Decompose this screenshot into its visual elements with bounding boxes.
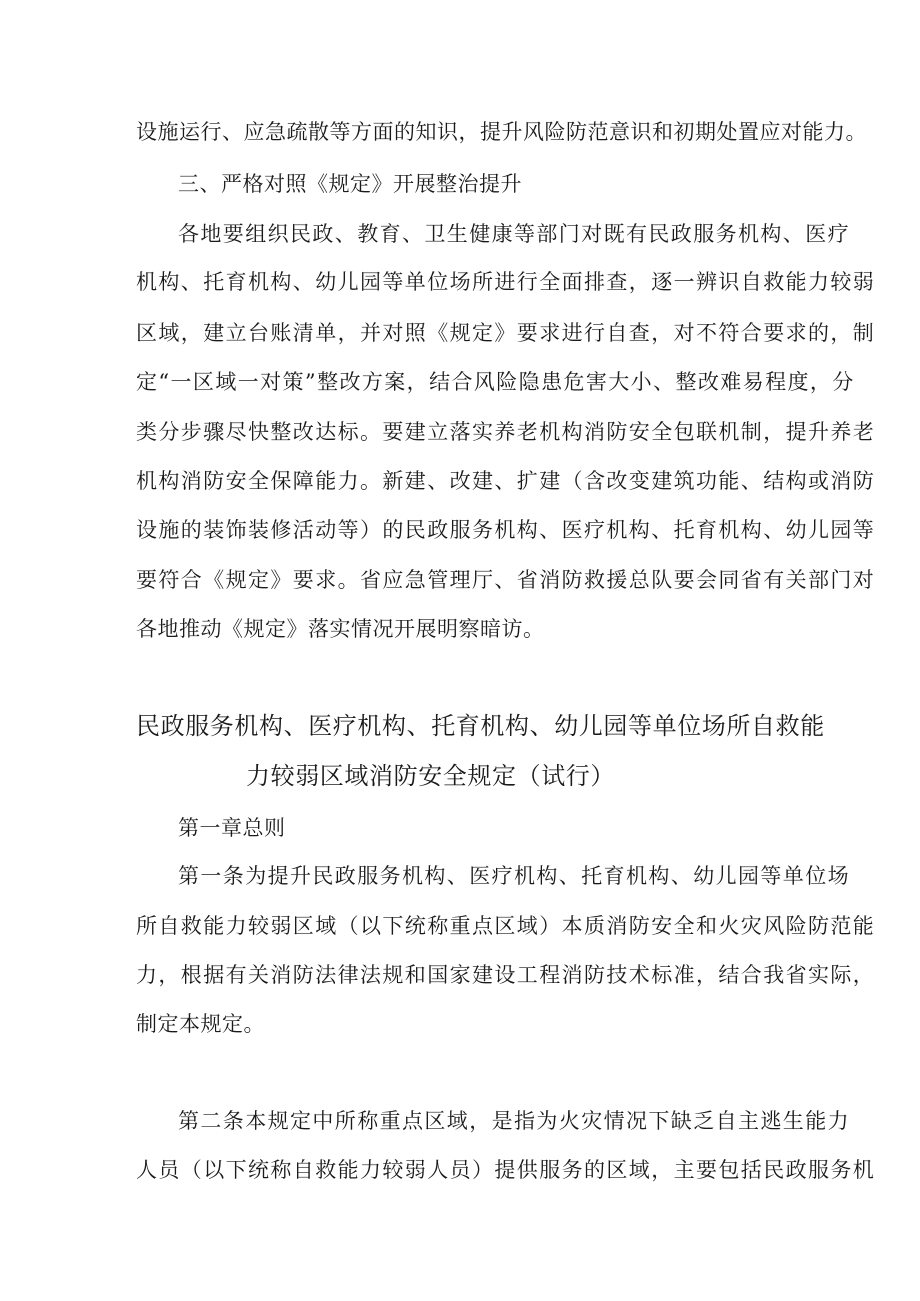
paragraph-line: 要符合《规定》要求。省应急管理厅、省消防救援总队要会同省有关部门对	[136, 568, 876, 592]
paragraph-line: 设施的装饰装修活动等）的民政服务机构、医疗机构、托育机构、幼儿园等	[136, 518, 876, 542]
section-heading: 三、严格对照《规定》开展整治提升	[178, 172, 522, 196]
chapter-heading: 第一章总则	[178, 816, 286, 840]
paragraph-line: 各地推动《规定》落实情况开展明察暗访。	[136, 617, 545, 641]
paragraph-line: 区域，建立台账清单，并对照《规定》要求进行自查，对不符合要求的，制	[136, 321, 876, 345]
paragraph-line: 机构消防安全保障能力。新建、改建、扩建（含改变建筑功能、结构或消防	[136, 469, 876, 493]
paragraph-line: 制定本规定。	[136, 1012, 265, 1036]
paragraph-line: 力，根据有关消防法律法规和国家建设工程消防技术标准，结合我省实际，	[136, 963, 876, 987]
paragraph-line: 人员（以下统称自救能力较弱人员）提供服务的区域，主要包括民政服务机	[136, 1158, 876, 1182]
paragraph-line: 第一条为提升民政服务机构、医疗机构、托育机构、幼儿园等单位场	[178, 864, 850, 888]
paragraph-line: 类分步骤尽快整改达标。要建立落实养老机构消防安全包联机制，提升养老	[136, 420, 876, 444]
paragraph-line: 所自救能力较弱区域（以下统称重点区域）本质消防安全和火灾风险防范能	[136, 914, 876, 938]
document-title-line2: 力较弱区域消防安全规定（试行）	[246, 762, 615, 790]
document-title-line1: 民政服务机构、医疗机构、托育机构、幼儿园等单位场所自救能	[136, 712, 825, 740]
paragraph-line: 机构、托育机构、幼儿园等单位场所进行全面排查，逐一辨识自救能力较弱	[136, 270, 876, 294]
paragraph-line: 设施运行、应急疏散等方面的知识，提升风险防范意识和初期处置应对能力。	[136, 120, 867, 144]
paragraph-line: 第二条本规定中所称重点区域，是指为火灾情况下缺乏自主逃生能力	[178, 1109, 850, 1133]
paragraph-line: 各地要组织民政、教育、卫生健康等部门对既有民政服务机构、医疗	[178, 222, 850, 246]
paragraph-line: 定“一区域一对策”整改方案，结合风险隐患危害大小、整改难易程度，分	[136, 370, 855, 394]
